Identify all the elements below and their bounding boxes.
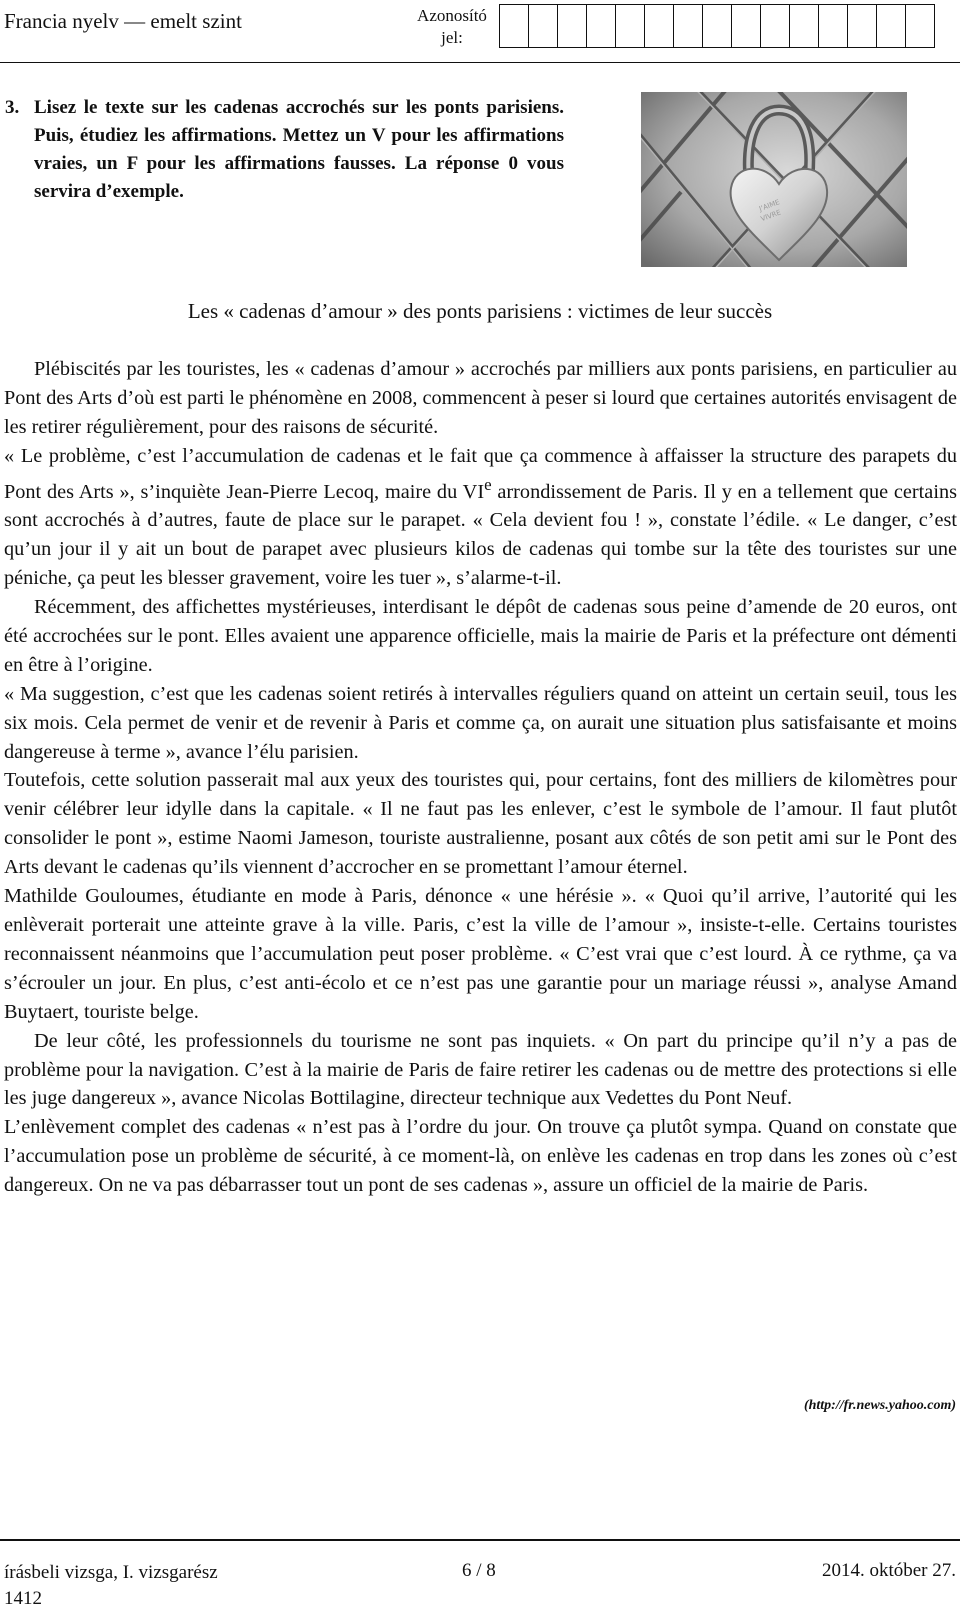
- superscript-e: e: [484, 474, 492, 494]
- article-paragraph-part: « Le problème, c’est l’accumulation de cadenas et le fait que ça commence à affaisser la structure des parapets du Pont des Arts », s’inquiète Jean-Pierre Lecoq, maire du VI: [4, 444, 957, 503]
- article-paragraph: Mathilde Gouloumes, étudiante en mode à Paris, dénonce « une hérésie ». « Quoi qu’il arrive, l’autorité qui les enlèverait porterait une atteinte grave à la ville. Paris, c’est la ville de l’amour », insiste-t-elle. Certains touristes reconnaissent néanmoins que l’accumulation peut poser problème. « C’est vrai que c’est lourd. À ce rythme, ça va s’écrouler un jour. En plus, c’est anti-écolo et ce n’est pas une garantie pour un mariage réussi », analyse Amand Buytaert, touriste belge.: [4, 885, 957, 1023]
- svg-text:J'AIME: J'AIME: [758, 198, 781, 214]
- article-paragraph: [4, 442, 957, 593]
- page-header: [0, 0, 960, 64]
- svg-text:VIVRE: VIVRE: [759, 208, 783, 224]
- id-box[interactable]: [876, 4, 906, 48]
- id-box[interactable]: [789, 4, 819, 48]
- footer-exam-label: írásbeli vizsga, I. vizsgarész: [4, 1562, 218, 1583]
- id-box[interactable]: [905, 4, 935, 48]
- id-box[interactable]: [818, 4, 848, 48]
- task-instruction-block: [5, 94, 564, 206]
- id-box[interactable]: [557, 4, 587, 48]
- id-box[interactable]: [586, 4, 616, 48]
- padlock-heart-image: [641, 92, 907, 267]
- exam-date: 2014. október 27.: [821, 1560, 956, 1581]
- article-paragraph: Toutefois, cette solution passerait mal aux yeux des touristes qui, pour certains, font des milliers de kilomètres pour venir célébrer leur idylle dans la capitale. « Il ne faut pas les enlever, c’est le symbole de l’amour. Il faut plutôt consolider le pont », estime Naomi Jameson, touriste australienne, posant aux côtés de son petit ami sur le Pont des Arts devant le cadenas qu’ils viennent d’accrocher en se promettant l’amour éternel.: [4, 769, 957, 879]
- article-source: (http://fr.news.yahoo.com): [803, 1398, 956, 1413]
- id-box[interactable]: [702, 4, 732, 48]
- footer-exam-info: [4, 1560, 218, 1609]
- article-paragraph: « Ma suggestion, c’est que les cadenas soient retirés à intervalles réguliers quand on atteint un certain seuil, tous les six mois. Cela permet de venir et de revenir à Paris et comme ça, on aurait une situation plus satisfaisante et moins dangereuse à terme », avance l’élu parisien.: [4, 682, 957, 763]
- footer-divider: [0, 1539, 960, 1541]
- task-instruction: Lisez le texte sur les cadenas accrochés sur les ponts parisiens. Puis, étudiez les affirmations. Mettez un V pour les affirmations vraies, un F pour les affirmations fausses. La réponse 0 vous servira d’exemple.: [34, 97, 564, 202]
- article-body: [4, 355, 957, 1200]
- id-box[interactable]: [499, 4, 529, 48]
- id-box[interactable]: [673, 4, 703, 48]
- id-box[interactable]: [731, 4, 761, 48]
- footer-exam-code: 1412: [4, 1588, 42, 1609]
- article-paragraph: Récemment, des affichettes mystérieuses, interdisant le dépôt de cadenas sous peine d’amende de 20 euros, ont été accrochées sur le pont. Elles avaient une apparence officielle, mais la mairie de Paris et la préfecture ont démenti en être à l’origine.: [4, 596, 957, 676]
- subject-label: Francia nyelv — emelt szint: [4, 9, 242, 33]
- article-paragraph-part: arrondissement de Paris. Il y en a tellement que certains sont accrochés à d’autres, faute de place sur le parapet. « Cela devient fou ! », constate l’édile. « Le danger, c’est qu’un jour il y ait un bout de parapet avec plusieurs kilos de cadenas qui tombe sur la tête des touristes sur une péniche, ça peut les blesser gravement, voire les tuer », s’alarme-t-il.: [4, 480, 957, 590]
- id-box[interactable]: [760, 4, 790, 48]
- id-boxes: [500, 4, 935, 48]
- id-label: Azonosító jel:: [417, 6, 487, 47]
- id-box[interactable]: [644, 4, 674, 48]
- article-title: Les « cadenas d’amour » des ponts parisiens : victimes de leur succès: [187, 299, 773, 323]
- header-divider: [0, 62, 960, 63]
- id-box[interactable]: [615, 4, 645, 48]
- article-paragraph: L’enlèvement complet des cadenas « n’est pas à l’ordre du jour. On trouve ça plutôt sympa. Quand on constate que l’accumulation pose un problème de sécurité, à ce moment-là, on enlève les cadenas en trop dans les zones où c’est dangereux. On ne va pas débarrasser tout un pont de ses cadenas », assure un officiel de la mairie de Paris.: [4, 1116, 957, 1197]
- page-number: 6 / 8: [462, 1560, 496, 1581]
- padlock-heart-photo: [641, 92, 907, 267]
- article-paragraph: Plébiscités par les touristes, les « cadenas d’amour » accrochés par milliers aux ponts parisiens, en particulier au Pont des Arts d’où est parti le phénomène en 2008, commencent à peser si lourd que certaines autorités envisagent de les retirer régulièrement, pour des raisons de sécurité.: [4, 358, 957, 438]
- id-box[interactable]: [528, 4, 558, 48]
- task-number: 3.: [5, 97, 20, 118]
- article-paragraph: De leur côté, les professionnels du tourisme ne sont pas inquiets. « On part du principe qu’il n’y a pas de problème pour la navigation. C’est à la mairie de Paris de faire retirer les cadenas ou de mettre des protections si elle les juge dangereux », avance Nicolas Bottilagine, directeur technique aux Vedettes du Pont Neuf.: [4, 1029, 957, 1110]
- id-box[interactable]: [847, 4, 877, 48]
